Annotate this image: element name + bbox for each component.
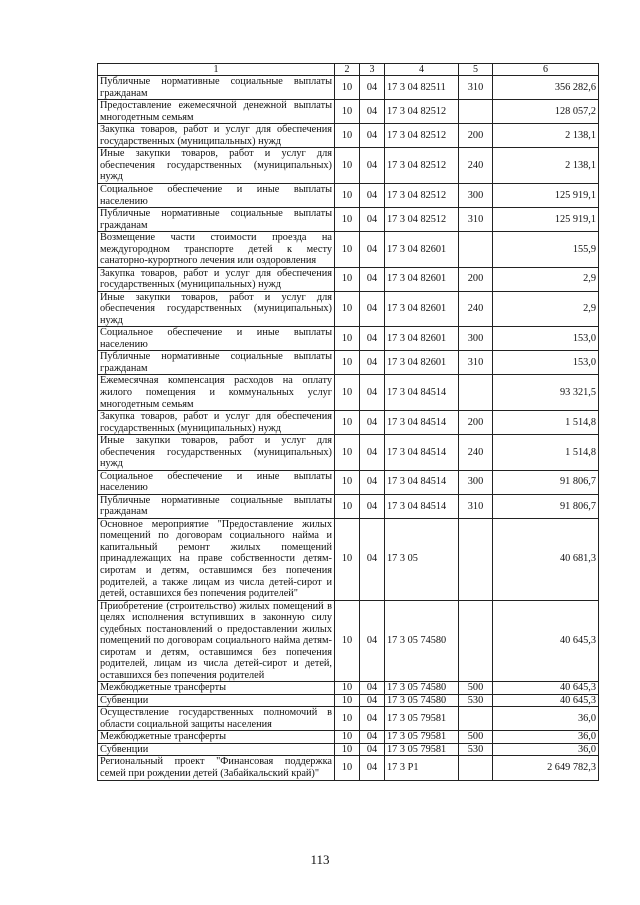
row-name-cell: Публичные нормативные социальные выплаты гражданам — [98, 494, 335, 518]
amount-cell: 40 645,3 — [493, 694, 599, 707]
amount-cell: 40 645,3 — [493, 682, 599, 695]
subsection-code-cell: 04 — [360, 148, 385, 184]
subsection-code-cell: 04 — [360, 694, 385, 707]
subsection-code-cell: 04 — [360, 707, 385, 731]
amount-cell: 2,9 — [493, 267, 599, 291]
section-code-cell: 10 — [335, 124, 360, 148]
section-code-cell: 10 — [335, 435, 360, 471]
table-row — [98, 124, 599, 148]
amount-cell: 2 138,1 — [493, 148, 599, 184]
section-code-cell: 10 — [335, 707, 360, 731]
expense-type-cell — [459, 232, 493, 268]
section-code-cell: 10 — [335, 518, 360, 600]
row-name-cell: Осуществление государственных полномочий в области социальной защиты населения — [98, 707, 335, 731]
row-name-cell: Ежемесячная компенсация расходов на оплату жилого помещения и коммунальных услуг многодетным семьям — [98, 375, 335, 411]
amount-cell: 125 919,1 — [493, 208, 599, 232]
target-article-cell: 17 3 05 79581 — [385, 707, 459, 731]
section-code-cell: 10 — [335, 148, 360, 184]
row-name-cell: Публичные нормативные социальные выплаты гражданам — [98, 208, 335, 232]
target-article-cell: 17 3 05 79581 — [385, 731, 459, 744]
section-code-cell: 10 — [335, 375, 360, 411]
subsection-code-cell: 04 — [360, 100, 385, 124]
subsection-code-cell: 04 — [360, 494, 385, 518]
expense-type-cell: 300 — [459, 183, 493, 207]
expense-type-cell: 500 — [459, 731, 493, 744]
section-code-cell: 10 — [335, 470, 360, 494]
target-article-cell: 17 3 05 — [385, 518, 459, 600]
subsection-code-cell: 04 — [360, 267, 385, 291]
expense-type-cell: 200 — [459, 411, 493, 435]
row-name-cell: Закупка товаров, работ и услуг для обеспечения государственных (муниципальных) нужд — [98, 411, 335, 435]
amount-cell: 91 806,7 — [493, 470, 599, 494]
amount-cell: 125 919,1 — [493, 183, 599, 207]
expense-type-cell: 310 — [459, 208, 493, 232]
subsection-code-cell: 04 — [360, 327, 385, 351]
target-article-cell: 17 3 04 82601 — [385, 291, 459, 327]
table-row — [98, 518, 599, 600]
row-name-cell: Социальное обеспечение и иные выплаты населению — [98, 470, 335, 494]
table-row — [98, 694, 599, 707]
row-name-cell: Межбюджетные трансферты — [98, 731, 335, 744]
row-name-cell: Межбюджетные трансферты — [98, 682, 335, 695]
row-name-cell: Возмещение части стоимости проезда на междугородном транспорте детей к месту санаторно-курортного лечения или оздоровления — [98, 232, 335, 268]
table-row — [98, 351, 599, 375]
section-code-cell: 10 — [335, 694, 360, 707]
table-row — [98, 731, 599, 744]
row-name-cell: Публичные нормативные социальные выплаты гражданам — [98, 76, 335, 100]
section-code-cell: 10 — [335, 232, 360, 268]
table-row — [98, 756, 599, 780]
target-article-cell: 17 3 04 82512 — [385, 148, 459, 184]
expense-type-cell: 200 — [459, 124, 493, 148]
table-row — [98, 411, 599, 435]
target-article-cell: 17 3 05 74580 — [385, 694, 459, 707]
budget-table — [97, 63, 599, 781]
expense-type-cell: 240 — [459, 148, 493, 184]
amount-cell: 356 282,6 — [493, 76, 599, 100]
subsection-code-cell: 04 — [360, 232, 385, 268]
table-row — [98, 76, 599, 100]
subsection-code-cell: 04 — [360, 682, 385, 695]
table-header-row — [98, 64, 599, 76]
amount-cell: 2,9 — [493, 291, 599, 327]
target-article-cell: 17 3 04 82601 — [385, 327, 459, 351]
section-code-cell: 10 — [335, 600, 360, 682]
section-code-cell: 10 — [335, 411, 360, 435]
amount-cell: 2 138,1 — [493, 124, 599, 148]
table-row — [98, 707, 599, 731]
target-article-cell: 17 3 04 84514 — [385, 470, 459, 494]
target-article-cell: 17 3 04 84514 — [385, 375, 459, 411]
expense-type-cell — [459, 100, 493, 124]
expense-type-cell: 310 — [459, 76, 493, 100]
expense-type-cell: 200 — [459, 267, 493, 291]
section-code-cell: 10 — [335, 267, 360, 291]
section-code-cell: 10 — [335, 731, 360, 744]
subsection-code-cell: 04 — [360, 375, 385, 411]
section-code-cell: 10 — [335, 183, 360, 207]
amount-cell: 155,9 — [493, 232, 599, 268]
header-cell: 2 — [335, 64, 360, 76]
expense-type-cell: 530 — [459, 694, 493, 707]
expense-type-cell: 310 — [459, 351, 493, 375]
section-code-cell: 10 — [335, 100, 360, 124]
section-code-cell: 10 — [335, 351, 360, 375]
row-name-cell: Субвенции — [98, 694, 335, 707]
row-name-cell: Публичные нормативные социальные выплаты гражданам — [98, 351, 335, 375]
amount-cell: 36,0 — [493, 743, 599, 756]
amount-cell: 2 649 782,3 — [493, 756, 599, 780]
table-row — [98, 208, 599, 232]
subsection-code-cell: 04 — [360, 470, 385, 494]
table-row — [98, 494, 599, 518]
section-code-cell: 10 — [335, 756, 360, 780]
expense-type-cell: 240 — [459, 291, 493, 327]
table-row — [98, 435, 599, 471]
section-code-cell: 10 — [335, 327, 360, 351]
target-article-cell: 17 3 05 74580 — [385, 682, 459, 695]
section-code-cell: 10 — [335, 743, 360, 756]
subsection-code-cell: 04 — [360, 76, 385, 100]
subsection-code-cell: 04 — [360, 124, 385, 148]
target-article-cell: 17 3 04 82601 — [385, 232, 459, 268]
row-name-cell: Региональный проект "Финансовая поддержка семей при рождении детей (Забайкальский край)" — [98, 756, 335, 780]
table-row — [98, 470, 599, 494]
amount-cell: 153,0 — [493, 327, 599, 351]
table-row — [98, 327, 599, 351]
expense-type-cell — [459, 375, 493, 411]
table-row — [98, 232, 599, 268]
header-cell: 6 — [493, 64, 599, 76]
row-name-cell: Субвенции — [98, 743, 335, 756]
amount-cell: 40 645,3 — [493, 600, 599, 682]
subsection-code-cell: 04 — [360, 291, 385, 327]
header-cell: 5 — [459, 64, 493, 76]
subsection-code-cell: 04 — [360, 756, 385, 780]
table-row — [98, 183, 599, 207]
row-name-cell: Иные закупки товаров, работ и услуг для обеспечения государственных (муниципальных) нужд — [98, 148, 335, 184]
amount-cell: 36,0 — [493, 731, 599, 744]
subsection-code-cell: 04 — [360, 435, 385, 471]
header-cell: 4 — [385, 64, 459, 76]
expense-type-cell: 310 — [459, 494, 493, 518]
row-name-cell: Предоставление ежемесячной денежной выплаты многодетным семьям — [98, 100, 335, 124]
row-name-cell: Закупка товаров, работ и услуг для обеспечения государственных (муниципальных) нужд — [98, 267, 335, 291]
target-article-cell: 17 3 05 74580 — [385, 600, 459, 682]
subsection-code-cell: 04 — [360, 518, 385, 600]
amount-cell: 1 514,8 — [493, 411, 599, 435]
table-row — [98, 375, 599, 411]
table-row — [98, 600, 599, 682]
header-cell: 3 — [360, 64, 385, 76]
subsection-code-cell: 04 — [360, 600, 385, 682]
amount-cell: 128 057,2 — [493, 100, 599, 124]
row-name-cell: Иные закупки товаров, работ и услуг для обеспечения государственных (муниципальных) нужд — [98, 291, 335, 327]
table-row — [98, 743, 599, 756]
target-article-cell: 17 3 04 82512 — [385, 183, 459, 207]
expense-type-cell: 300 — [459, 327, 493, 351]
subsection-code-cell: 04 — [360, 743, 385, 756]
table-row — [98, 148, 599, 184]
target-article-cell: 17 3 P1 — [385, 756, 459, 780]
amount-cell: 36,0 — [493, 707, 599, 731]
expense-type-cell: 300 — [459, 470, 493, 494]
target-article-cell: 17 3 04 84514 — [385, 411, 459, 435]
expense-type-cell — [459, 707, 493, 731]
header-cell: 1 — [98, 64, 335, 76]
subsection-code-cell: 04 — [360, 183, 385, 207]
target-article-cell: 17 3 04 82601 — [385, 351, 459, 375]
table-body — [98, 64, 599, 781]
page-number: 113 — [310, 852, 330, 867]
amount-cell: 153,0 — [493, 351, 599, 375]
table-row — [98, 267, 599, 291]
target-article-cell: 17 3 04 82512 — [385, 124, 459, 148]
row-name-cell: Основное мероприятие "Предоставление жилых помещений по договорам социального найма и капитальный ремонт жилых помещений принадлежащих на праве собственности детям-сиротам и детям, оставшимся без попечения родителей, а также лицам из числа детей-сирот и детей, оставшихся без попечения родителей" — [98, 518, 335, 600]
row-name-cell: Закупка товаров, работ и услуг для обеспечения государственных (муниципальных) нужд — [98, 124, 335, 148]
subsection-code-cell: 04 — [360, 351, 385, 375]
expense-type-cell: 500 — [459, 682, 493, 695]
target-article-cell: 17 3 04 84514 — [385, 435, 459, 471]
target-article-cell: 17 3 05 79581 — [385, 743, 459, 756]
target-article-cell: 17 3 04 82512 — [385, 208, 459, 232]
table-row — [98, 100, 599, 124]
row-name-cell: Социальное обеспечение и иные выплаты населению — [98, 183, 335, 207]
amount-cell: 93 321,5 — [493, 375, 599, 411]
target-article-cell: 17 3 04 82512 — [385, 100, 459, 124]
target-article-cell: 17 3 04 84514 — [385, 494, 459, 518]
row-name-cell: Социальное обеспечение и иные выплаты населению — [98, 327, 335, 351]
target-article-cell: 17 3 04 82601 — [385, 267, 459, 291]
section-code-cell: 10 — [335, 291, 360, 327]
table-row — [98, 682, 599, 695]
expense-type-cell — [459, 756, 493, 780]
expense-type-cell: 530 — [459, 743, 493, 756]
amount-cell: 91 806,7 — [493, 494, 599, 518]
row-name-cell: Приобретение (строительство) жилых помещений в целях исполнения вступивших в законную силу судебных постановлений о предоставлении жилых помещений по договорам социального найма детям-сиротам и детям, оставшимся без попечения родителей, лицам из числа детей-сирот и детей, оставшихся без попечения родителей — [98, 600, 335, 682]
target-article-cell: 17 3 04 82511 — [385, 76, 459, 100]
expense-type-cell — [459, 518, 493, 600]
subsection-code-cell: 04 — [360, 731, 385, 744]
row-name-cell: Иные закупки товаров, работ и услуг для обеспечения государственных (муниципальных) нужд — [98, 435, 335, 471]
expense-type-cell: 240 — [459, 435, 493, 471]
subsection-code-cell: 04 — [360, 208, 385, 232]
subsection-code-cell: 04 — [360, 411, 385, 435]
section-code-cell: 10 — [335, 682, 360, 695]
section-code-cell: 10 — [335, 76, 360, 100]
section-code-cell: 10 — [335, 494, 360, 518]
table-row — [98, 291, 599, 327]
amount-cell: 1 514,8 — [493, 435, 599, 471]
section-code-cell: 10 — [335, 208, 360, 232]
amount-cell: 40 681,3 — [493, 518, 599, 600]
expense-type-cell — [459, 600, 493, 682]
